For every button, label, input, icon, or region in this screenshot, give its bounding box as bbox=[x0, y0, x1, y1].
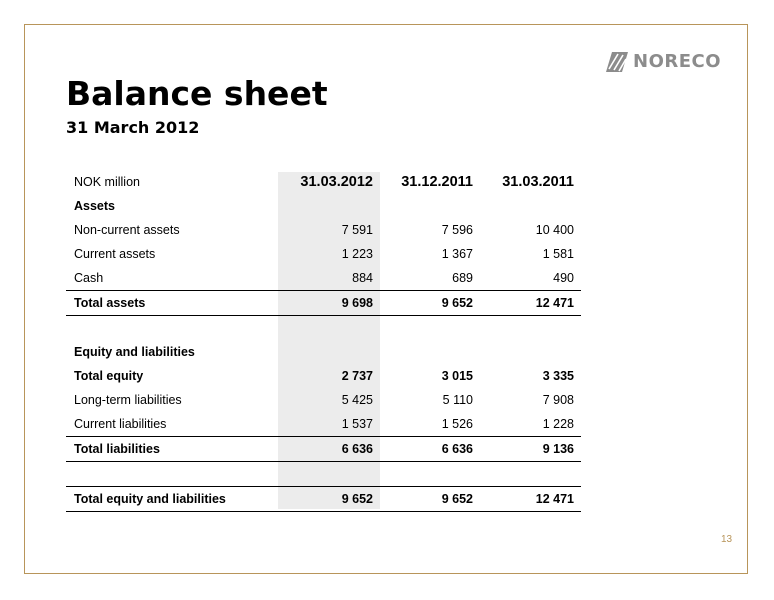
row-value: 6 636 bbox=[278, 437, 380, 462]
row-value bbox=[480, 340, 581, 364]
row-value: 1 526 bbox=[441, 417, 473, 431]
row-value: 7 591 bbox=[341, 223, 373, 237]
table-header-row bbox=[66, 170, 581, 194]
table-row bbox=[66, 412, 581, 437]
row-value bbox=[380, 462, 480, 487]
row-value bbox=[480, 316, 581, 341]
table-row-total bbox=[66, 437, 581, 462]
row-label: Assets bbox=[74, 199, 115, 213]
row-value: 1 223 bbox=[341, 247, 373, 261]
table-row bbox=[66, 340, 581, 364]
table-row bbox=[66, 266, 581, 291]
table-row bbox=[66, 194, 581, 218]
header-label: NOK million bbox=[74, 175, 140, 189]
table-row-total bbox=[66, 291, 581, 316]
row-value bbox=[278, 316, 380, 341]
balance-sheet-table bbox=[66, 170, 581, 512]
table-row bbox=[66, 388, 581, 412]
row-value: 9 136 bbox=[480, 437, 581, 462]
row-value: 10 400 bbox=[535, 223, 574, 237]
row-value bbox=[380, 194, 480, 218]
header-col-31-03-2012: 31.03.2012 bbox=[300, 174, 373, 190]
row-value bbox=[278, 462, 380, 487]
table-row bbox=[66, 242, 581, 266]
row-label: Equity and liabilities bbox=[74, 345, 195, 359]
row-value: 1 367 bbox=[441, 247, 473, 261]
page-title: Balance sheet bbox=[66, 74, 328, 113]
row-value: 9 652 bbox=[278, 487, 380, 512]
row-value: 1 537 bbox=[341, 417, 373, 431]
row-label bbox=[66, 462, 278, 487]
row-value: 9 652 bbox=[380, 487, 480, 512]
row-label: Total equity and liabilities bbox=[66, 487, 278, 512]
row-value bbox=[380, 316, 480, 341]
row-value: 884 bbox=[352, 271, 373, 285]
table-row bbox=[66, 364, 581, 388]
logo-text: NORECO bbox=[633, 51, 722, 72]
row-value bbox=[480, 462, 581, 487]
row-value: 6 636 bbox=[380, 437, 480, 462]
row-value: 9 698 bbox=[278, 291, 380, 316]
page-number: 13 bbox=[721, 534, 733, 545]
header-col-31-03-2011: 31.03.2011 bbox=[502, 174, 574, 190]
row-label: Cash bbox=[74, 271, 104, 285]
row-value: 5 425 bbox=[341, 393, 373, 407]
noreco-logo-icon bbox=[606, 52, 628, 72]
row-value: 3 335 bbox=[542, 369, 574, 383]
noreco-logo bbox=[606, 51, 721, 73]
row-value bbox=[278, 340, 380, 364]
row-value bbox=[278, 194, 380, 218]
row-value: 2 737 bbox=[341, 369, 373, 383]
table-row bbox=[66, 218, 581, 242]
row-value: 1 581 bbox=[542, 247, 574, 261]
row-label: Current liabilities bbox=[74, 417, 167, 431]
row-label bbox=[66, 316, 278, 341]
row-value: 7 908 bbox=[542, 393, 574, 407]
row-label: Total liabilities bbox=[66, 437, 278, 462]
row-value: 12 471 bbox=[480, 291, 581, 316]
page-subtitle: 31 March 2012 bbox=[66, 118, 200, 137]
row-label: Long-term liabilities bbox=[74, 393, 182, 407]
row-value: 5 110 bbox=[442, 393, 473, 407]
row-value bbox=[480, 194, 581, 218]
row-label: Total equity bbox=[74, 369, 144, 383]
row-value: 12 471 bbox=[480, 487, 581, 512]
header-col-31-12-2011: 31.12.2011 bbox=[401, 174, 473, 190]
table-row-spacer bbox=[66, 316, 581, 341]
row-value: 3 015 bbox=[441, 369, 473, 383]
table-row-total bbox=[66, 487, 581, 512]
row-value: 490 bbox=[553, 271, 574, 285]
row-value: 7 596 bbox=[441, 223, 473, 237]
row-value: 1 228 bbox=[542, 417, 574, 431]
table-row-spacer bbox=[66, 462, 581, 487]
row-value: 9 652 bbox=[380, 291, 480, 316]
row-value bbox=[380, 340, 480, 364]
row-value: 689 bbox=[452, 271, 473, 285]
row-label: Total assets bbox=[66, 291, 278, 316]
row-label: Non-current assets bbox=[74, 223, 180, 237]
row-label: Current assets bbox=[74, 247, 156, 261]
